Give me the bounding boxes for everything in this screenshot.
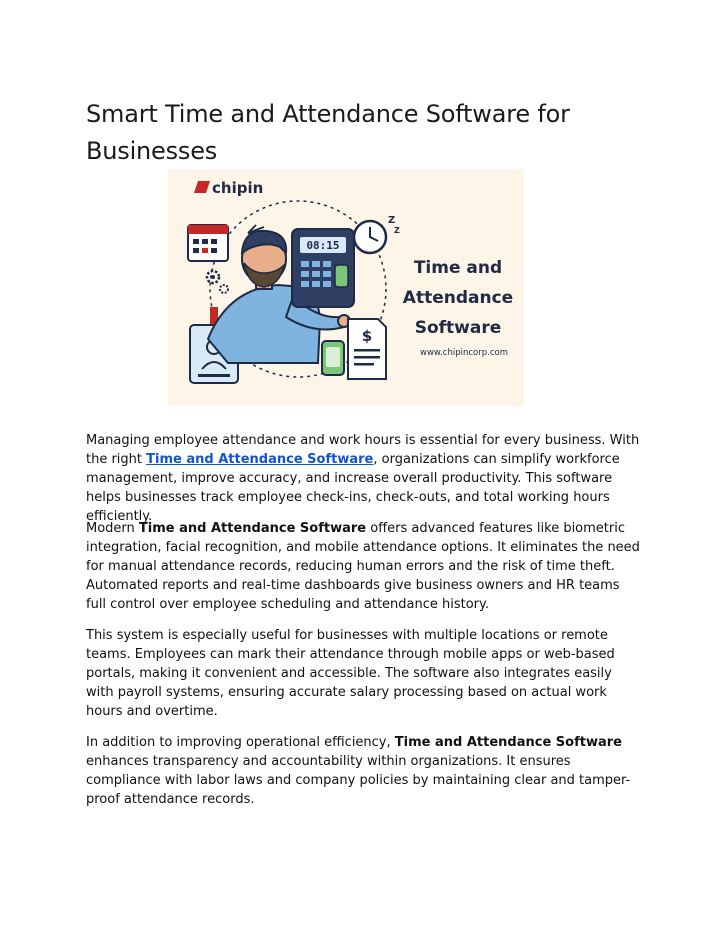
fingerprint-icon <box>335 265 348 287</box>
hero-image <box>168 169 524 406</box>
svg-text:Software: Software <box>414 318 502 338</box>
hero-url: www.chipincorp.com <box>420 348 508 358</box>
svg-text:Attendance: Attendance <box>402 288 514 308</box>
clock-display: 08:15 <box>306 239 340 252</box>
bold-term: Time and Attendance Software <box>394 735 622 750</box>
mobile-phone-icon <box>322 341 344 375</box>
time-clock-device <box>292 229 354 307</box>
clock-icon <box>354 215 400 253</box>
software-link[interactable]: Time and Attendance Software <box>146 452 374 467</box>
page-title: Smart Time and Attendance Software for Businesses <box>86 100 570 165</box>
dollar-symbol: $ <box>361 327 373 345</box>
svg-text:Z: Z <box>394 226 400 235</box>
sleep-icon: Z <box>388 215 396 226</box>
paragraph-compliance: In addition to improving operational efficiency, Time and Attendance Software enhances transparency and accountability within organizations. It ensures compliance with labor laws and company policies by maintaining clear and tamper-proof attendance records. <box>86 735 631 807</box>
paragraph-remote: This system is especially useful for businesses with multiple locations or remote teams. Employees can mark their attendance through mobile apps or web-based portals, making it convenient and accessible. The software also integrates easily with payroll systems, ensuring accurate salary processing based on actual work hours and overtime. <box>86 628 615 719</box>
chipin-logo <box>194 179 263 197</box>
paragraph-intro: Managing employee attendance and work hours is essential for every business. With the right Time and Attendance Software, organizations can simplify workforce management, improve accuracy, and increase overall productivity. This software helps businesses track employee check-ins, check-outs, and total working hours efficiently. <box>86 433 640 524</box>
brand-name: chipin <box>212 179 264 197</box>
bold-term: Time and Attendance Software <box>138 521 367 536</box>
invoice-icon <box>348 319 386 379</box>
hero-heading <box>403 258 513 338</box>
calendar-icon <box>188 225 228 261</box>
paragraph-features: Modern Time and Attendance Software offers advanced features like biometric integration, facial recognition, and mobile attendance options. It eliminates the need for manual attendance records, reducing human errors and the risk of time theft. Automated reports and real-time dashboards give business owners and HR teams full control over employee scheduling and attendance history. <box>86 521 640 612</box>
svg-text:Time and: Time and <box>413 258 503 278</box>
